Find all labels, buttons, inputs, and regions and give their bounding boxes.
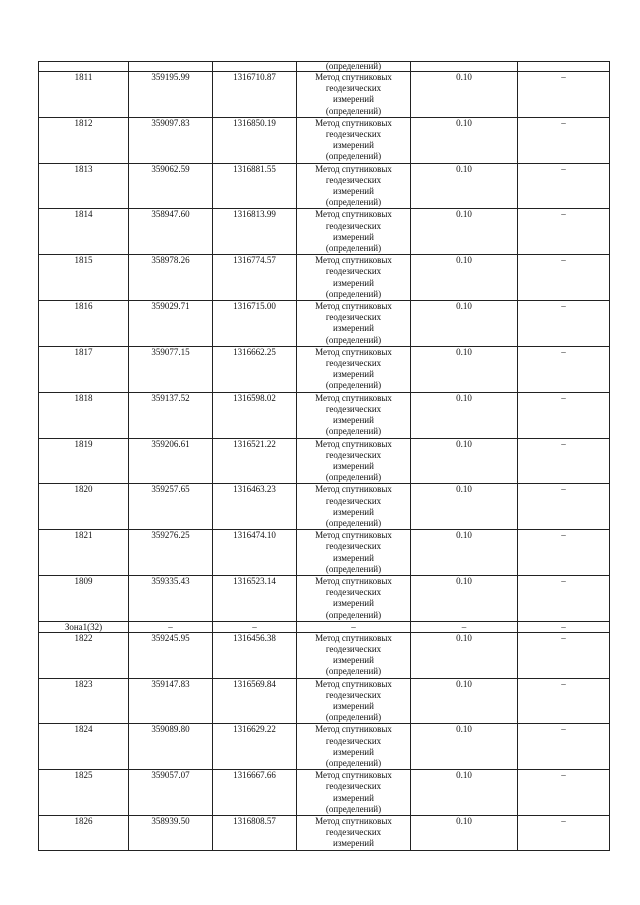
cell-method xyxy=(297,255,411,301)
cell-x-coordinate: 359245.95 xyxy=(129,632,213,678)
table-row xyxy=(39,575,610,621)
cell-method xyxy=(297,575,411,621)
cell-description: – xyxy=(518,346,610,392)
method-line: (определений) xyxy=(325,380,382,391)
cell-accuracy: 0.10 xyxy=(411,484,518,530)
method-line: геодезических xyxy=(325,312,382,323)
cell-description: – xyxy=(518,392,610,438)
cell-description: – xyxy=(518,724,610,770)
cell-x-coordinate: 358947.60 xyxy=(129,209,213,255)
cell-method xyxy=(297,163,411,209)
cell-accuracy: 0.10 xyxy=(411,770,518,816)
method-line: измерений xyxy=(333,186,374,197)
cell-y-coordinate: 1316710.87 xyxy=(213,72,297,118)
cell-point-number: 1826 xyxy=(39,816,129,851)
method-line: Метод спутниковых xyxy=(315,575,392,586)
cell-description: – xyxy=(518,117,610,163)
cell-x-coordinate: 359057.07 xyxy=(129,770,213,816)
cell-point-number: 1811 xyxy=(39,72,129,118)
cell-x-coordinate: 359206.61 xyxy=(129,438,213,484)
method-line: геодезических xyxy=(325,643,382,654)
cell-description: – xyxy=(518,255,610,301)
method-line: Метод спутниковых xyxy=(315,72,392,82)
cell-empty xyxy=(129,62,213,72)
cell-method xyxy=(297,117,411,163)
method-line: геодезических xyxy=(325,266,382,277)
method-line: геодезических xyxy=(325,689,382,700)
cell-y-coordinate: 1316569.84 xyxy=(213,678,297,724)
cell-point-number: 1809 xyxy=(39,575,129,621)
cell-point-number: 1813 xyxy=(39,163,129,209)
cell-point-number: 1816 xyxy=(39,301,129,347)
method-line: (определений) xyxy=(325,243,382,254)
cell-description: – xyxy=(518,301,610,347)
cell-description: – xyxy=(518,575,610,621)
table-row xyxy=(39,484,610,530)
table-body xyxy=(39,62,610,851)
method-line: (определений) xyxy=(325,609,382,620)
cell-point-number: 1822 xyxy=(39,632,129,678)
method-line: измерений xyxy=(333,506,374,517)
cell-point-number: 1817 xyxy=(39,346,129,392)
method-line: геодезических xyxy=(325,449,382,460)
cell-y-coordinate: 1316463.23 xyxy=(213,484,297,530)
cell-dash: – xyxy=(213,621,297,632)
table-row-continuation xyxy=(39,62,610,72)
method-line: (определений) xyxy=(325,288,382,299)
cell-accuracy: 0.10 xyxy=(411,816,518,851)
method-line: измерений xyxy=(333,792,374,803)
cell-method-fragment: (определений) xyxy=(297,62,411,72)
cell-method xyxy=(297,392,411,438)
cell-point-number: 1818 xyxy=(39,392,129,438)
cell-empty xyxy=(39,62,129,72)
cell-method xyxy=(297,484,411,530)
method-line: геодезических xyxy=(325,403,382,414)
cell-accuracy: 0.10 xyxy=(411,255,518,301)
method-line: измерений xyxy=(333,655,374,666)
cell-accuracy: 0.10 xyxy=(411,72,518,118)
method-line: геодезических xyxy=(325,781,382,792)
cell-x-coordinate: 358978.26 xyxy=(129,255,213,301)
cell-method xyxy=(297,816,411,851)
cell-point-number: 1821 xyxy=(39,530,129,576)
method-line: Метод спутниковых xyxy=(315,209,392,220)
cell-description: – xyxy=(518,163,610,209)
cell-point-number: 1814 xyxy=(39,209,129,255)
cell-y-coordinate: 1316521.22 xyxy=(213,438,297,484)
cell-x-coordinate: 359062.59 xyxy=(129,163,213,209)
cell-x-coordinate: 359097.83 xyxy=(129,117,213,163)
cell-description: – xyxy=(518,438,610,484)
method-line: измерений xyxy=(333,231,374,242)
table-row xyxy=(39,678,610,724)
cell-y-coordinate: 1316808.57 xyxy=(213,816,297,851)
table-row xyxy=(39,816,610,851)
cell-method xyxy=(297,770,411,816)
method-line: геодезических xyxy=(325,220,382,231)
cell-x-coordinate: 359077.15 xyxy=(129,346,213,392)
cell-description: – xyxy=(518,72,610,118)
cell-y-coordinate: 1316850.19 xyxy=(213,117,297,163)
cell-point-number: 1824 xyxy=(39,724,129,770)
method-line: (определений) xyxy=(325,472,382,483)
cell-accuracy: 0.10 xyxy=(411,301,518,347)
method-line: Метод спутниковых xyxy=(315,163,392,174)
method-line: Метод спутниковых xyxy=(315,530,392,541)
method-line: геодезических xyxy=(325,827,382,838)
method-line: Метод спутниковых xyxy=(315,770,392,781)
method-line: измерений xyxy=(333,552,374,563)
method-line: геодезических xyxy=(325,735,382,746)
cell-accuracy: 0.10 xyxy=(411,632,518,678)
cell-y-coordinate: 1316667.66 xyxy=(213,770,297,816)
cell-accuracy: 0.10 xyxy=(411,575,518,621)
method-line: Метод спутниковых xyxy=(315,678,392,689)
table-row xyxy=(39,301,610,347)
cell-point-number: 1819 xyxy=(39,438,129,484)
cell-dash: – xyxy=(297,621,411,632)
cell-y-coordinate: 1316456.38 xyxy=(213,632,297,678)
table-row xyxy=(39,392,610,438)
method-line: (определений) xyxy=(325,105,382,116)
cell-y-coordinate: 1316598.02 xyxy=(213,392,297,438)
cell-description: – xyxy=(518,632,610,678)
table-row xyxy=(39,438,610,484)
method-line: геодезических xyxy=(325,358,382,369)
cell-method xyxy=(297,724,411,770)
table-row xyxy=(39,255,610,301)
method-line: измерений xyxy=(333,746,374,757)
method-line: (определений) xyxy=(325,334,382,345)
method-line: измерений xyxy=(333,700,374,711)
method-line: Метод спутниковых xyxy=(315,392,392,403)
method-line: измерений xyxy=(333,838,374,849)
method-line: измерений xyxy=(333,323,374,334)
cell-accuracy: 0.10 xyxy=(411,163,518,209)
cell-accuracy: 0.10 xyxy=(411,678,518,724)
method-line: геодезических xyxy=(325,495,382,506)
cell-description: – xyxy=(518,770,610,816)
method-line: (определений) xyxy=(325,712,382,723)
cell-method xyxy=(297,530,411,576)
cell-dash: – xyxy=(129,621,213,632)
cell-accuracy: 0.10 xyxy=(411,724,518,770)
cell-description: – xyxy=(518,209,610,255)
method-line: Метод спутниковых xyxy=(315,724,392,735)
cell-y-coordinate: 1316715.00 xyxy=(213,301,297,347)
cell-x-coordinate: 359137.52 xyxy=(129,392,213,438)
method-line: Метод спутниковых xyxy=(315,117,392,128)
method-line: измерений xyxy=(333,415,374,426)
cell-x-coordinate: 358939.50 xyxy=(129,816,213,851)
cell-x-coordinate: 359147.83 xyxy=(129,678,213,724)
cell-accuracy: 0.10 xyxy=(411,392,518,438)
cell-zone-label: Зона1(32) xyxy=(39,621,129,632)
cell-point-number: 1815 xyxy=(39,255,129,301)
table-row xyxy=(39,724,610,770)
cell-y-coordinate: 1316774.57 xyxy=(213,255,297,301)
cell-method xyxy=(297,209,411,255)
cell-method xyxy=(297,301,411,347)
method-line: геодезических xyxy=(325,129,382,140)
table-row xyxy=(39,117,610,163)
cell-accuracy: 0.10 xyxy=(411,209,518,255)
cell-empty xyxy=(411,62,518,72)
cell-x-coordinate: 359029.71 xyxy=(129,301,213,347)
method-line: Метод спутниковых xyxy=(315,255,392,266)
cell-accuracy: 0.10 xyxy=(411,346,518,392)
method-line: измерений xyxy=(333,460,374,471)
cell-description: – xyxy=(518,530,610,576)
cell-accuracy: 0.10 xyxy=(411,438,518,484)
cell-x-coordinate: 359276.25 xyxy=(129,530,213,576)
cell-x-coordinate: 359195.99 xyxy=(129,72,213,118)
cell-point-number: 1823 xyxy=(39,678,129,724)
method-line: Метод спутниковых xyxy=(315,346,392,357)
method-line: (определений) xyxy=(325,666,382,677)
table-row xyxy=(39,346,610,392)
cell-method xyxy=(297,72,411,118)
cell-empty xyxy=(213,62,297,72)
method-line: Метод спутниковых xyxy=(315,632,392,643)
cell-y-coordinate: 1316523.14 xyxy=(213,575,297,621)
cell-point-number: 1825 xyxy=(39,770,129,816)
method-line: измерений xyxy=(333,598,374,609)
cell-method xyxy=(297,438,411,484)
method-line: (определений) xyxy=(325,803,382,814)
method-line: геодезических xyxy=(325,541,382,552)
coordinates-table xyxy=(38,61,610,851)
zone-row xyxy=(39,621,610,632)
cell-x-coordinate: 359089.80 xyxy=(129,724,213,770)
method-line: Метод спутниковых xyxy=(315,816,392,826)
table-row xyxy=(39,72,610,118)
method-line: (определений) xyxy=(325,151,382,162)
method-line: измерений xyxy=(333,140,374,151)
cell-accuracy: 0.10 xyxy=(411,530,518,576)
method-line: (определений) xyxy=(325,426,382,437)
cell-x-coordinate: 359335.43 xyxy=(129,575,213,621)
cell-x-coordinate: 359257.65 xyxy=(129,484,213,530)
cell-dash: – xyxy=(518,621,610,632)
method-line: (определений) xyxy=(325,197,382,208)
cell-y-coordinate: 1316813.99 xyxy=(213,209,297,255)
cell-description: – xyxy=(518,816,610,851)
method-line: измерений xyxy=(333,277,374,288)
table-row xyxy=(39,209,610,255)
method-line: Метод спутниковых xyxy=(315,484,392,495)
method-line: геодезических xyxy=(325,587,382,598)
cell-point-number: 1820 xyxy=(39,484,129,530)
method-line: Метод спутниковых xyxy=(315,301,392,312)
cell-dash: – xyxy=(411,621,518,632)
cell-y-coordinate: 1316629.22 xyxy=(213,724,297,770)
table-row xyxy=(39,163,610,209)
cell-method xyxy=(297,346,411,392)
method-line: (определений) xyxy=(325,757,382,768)
cell-method xyxy=(297,678,411,724)
table-row xyxy=(39,530,610,576)
method-line: геодезических xyxy=(325,174,382,185)
cell-method xyxy=(297,632,411,678)
method-line: геодезических xyxy=(325,83,382,94)
table-row xyxy=(39,770,610,816)
method-line: измерений xyxy=(333,94,374,105)
cell-y-coordinate: 1316662.25 xyxy=(213,346,297,392)
cell-y-coordinate: 1316881.55 xyxy=(213,163,297,209)
method-line: измерений xyxy=(333,369,374,380)
cell-description: – xyxy=(518,678,610,724)
cell-accuracy: 0.10 xyxy=(411,117,518,163)
method-line: (определений) xyxy=(325,517,382,528)
method-line: Метод спутниковых xyxy=(315,438,392,449)
cell-description: – xyxy=(518,484,610,530)
cell-empty xyxy=(518,62,610,72)
method-line: (определений) xyxy=(325,563,382,574)
cell-y-coordinate: 1316474.10 xyxy=(213,530,297,576)
table-row xyxy=(39,632,610,678)
cell-point-number: 1812 xyxy=(39,117,129,163)
